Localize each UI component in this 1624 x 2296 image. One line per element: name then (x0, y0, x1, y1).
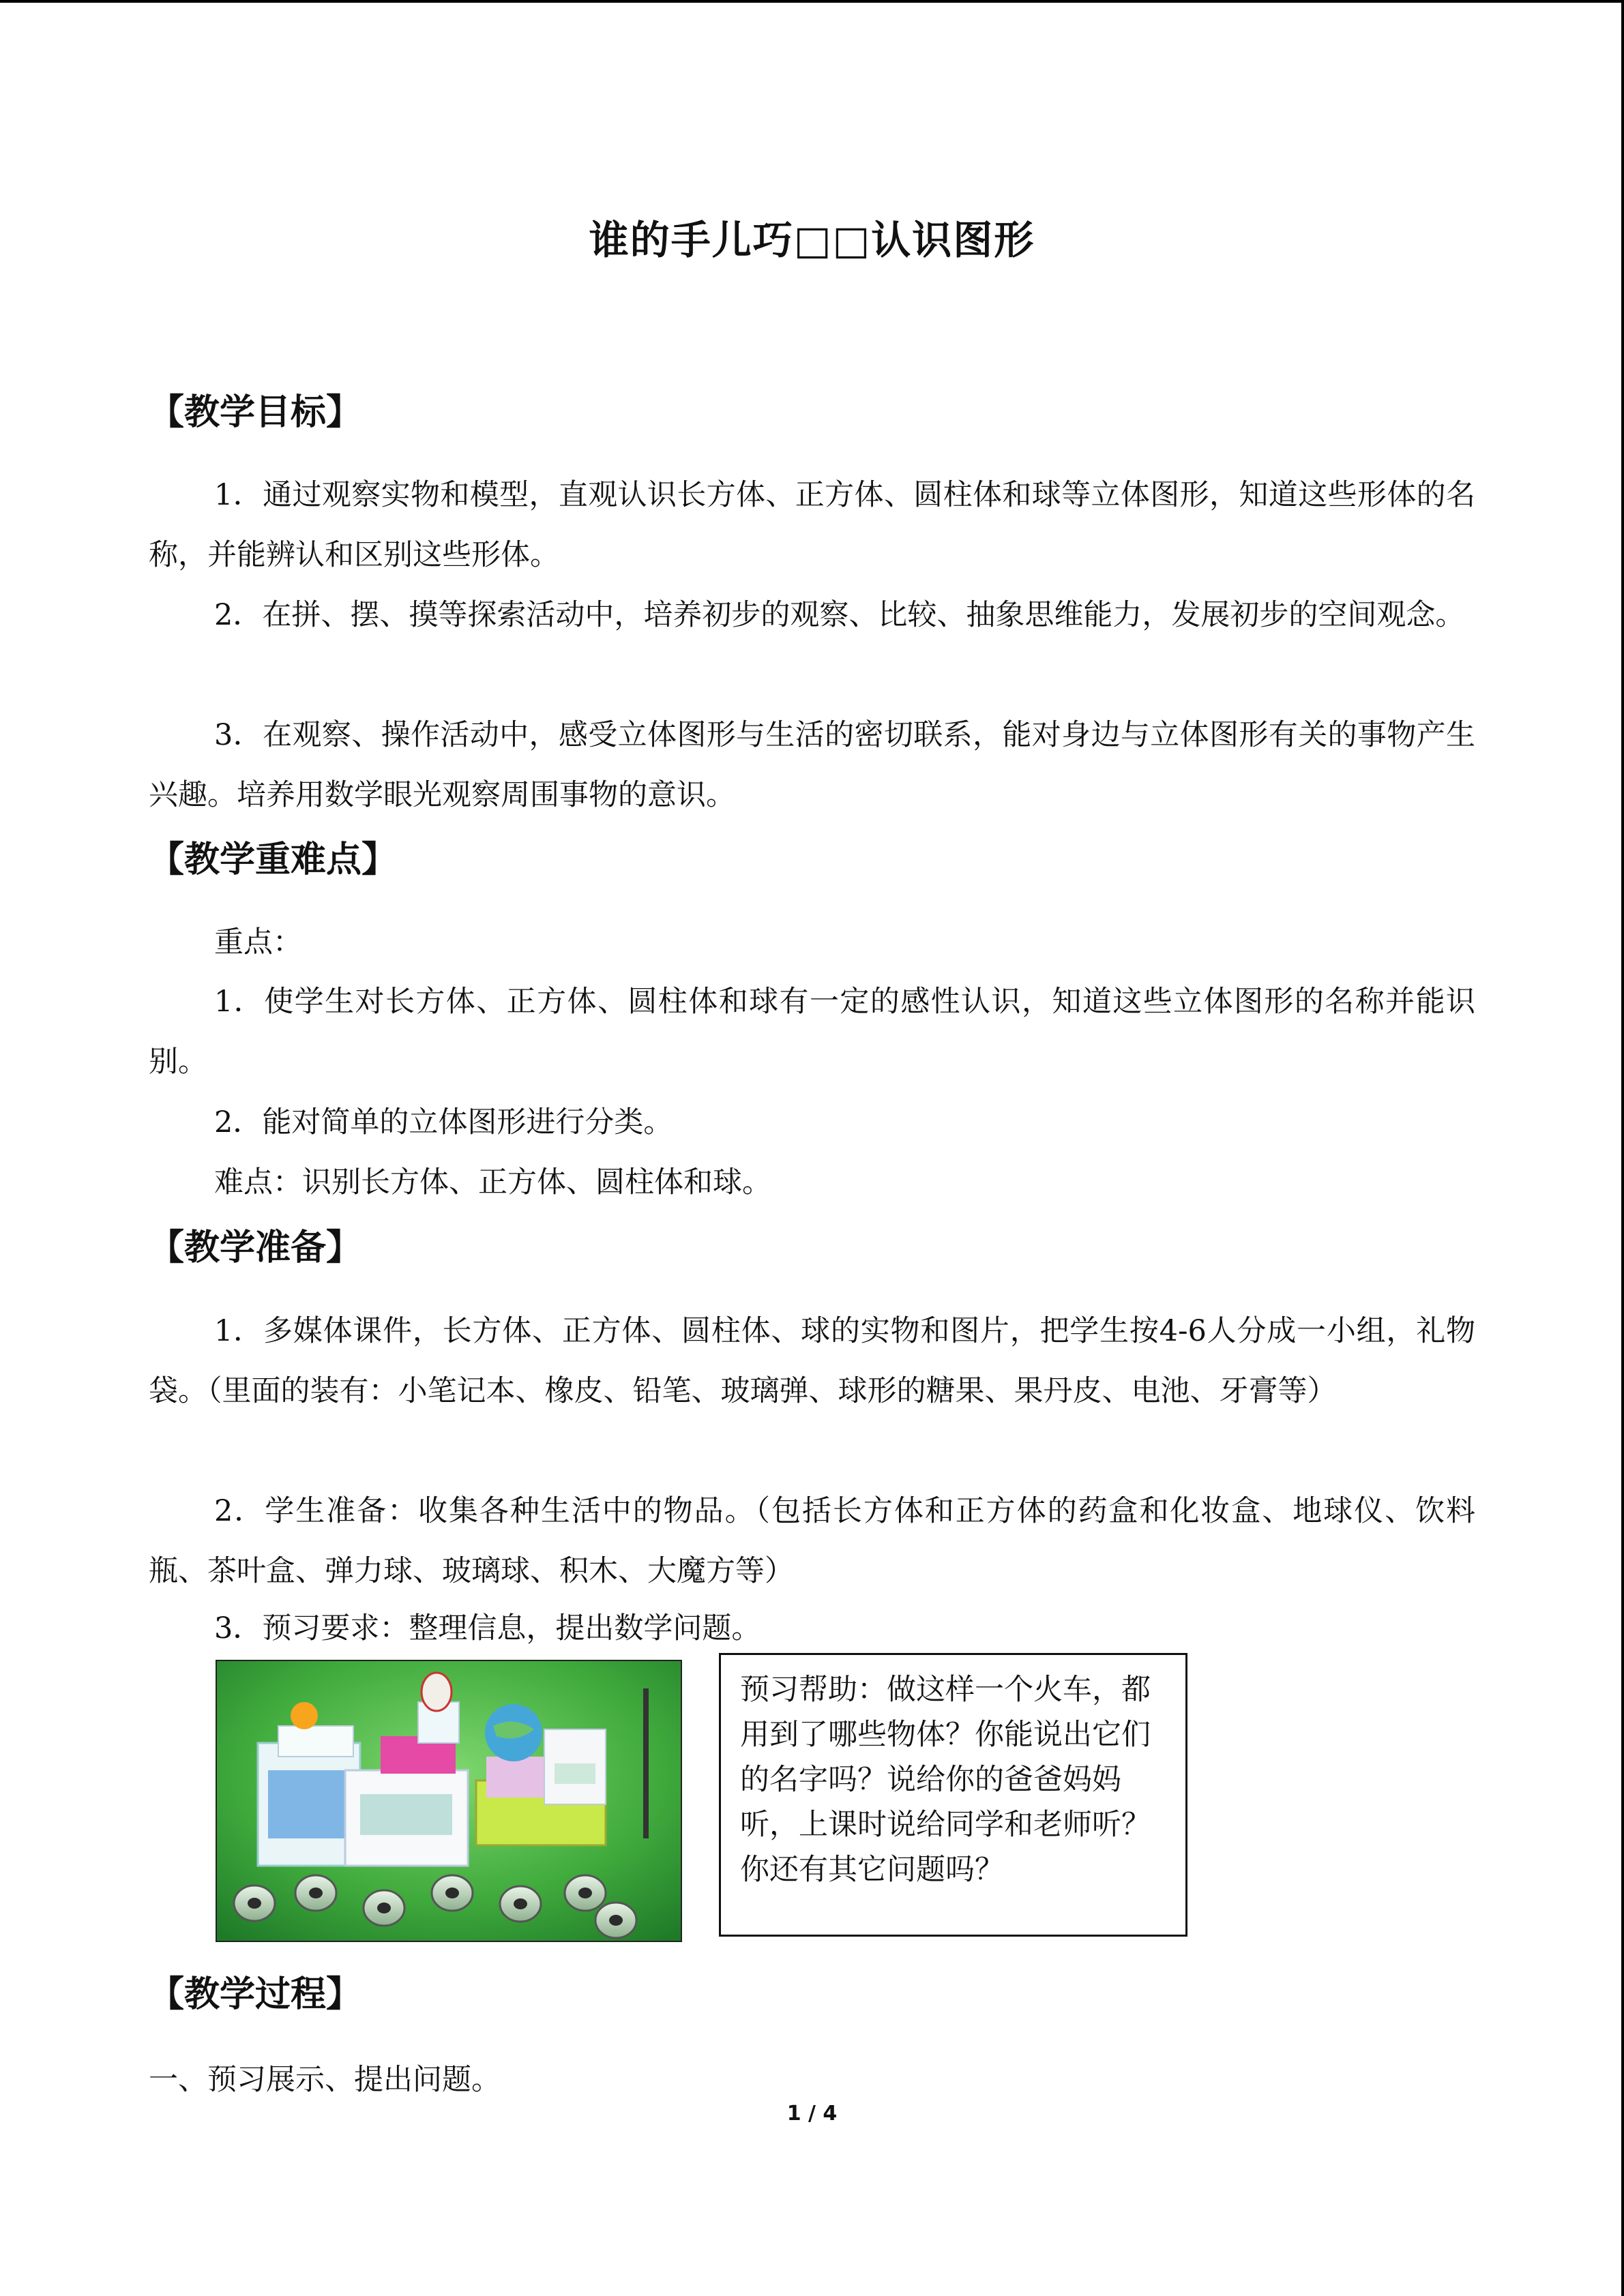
key-point-item-2: 2．能对简单的立体图形进行分类。 (214, 1105, 673, 1139)
preview-help-box: 预习帮助：做这样一个火车，都用到了哪些物体？你能说出它们的名字吗？说给你的爸爸妈妈听，上课时说给同学和老师听？你还有其它问题吗？ (719, 1653, 1187, 1937)
key-point-item-1: 1．使学生对长方体、正方体、圆柱体和球有一定的感性认识，知道这些立体图形的名称并能识别。 (149, 985, 1475, 1079)
goal-item-1: 1．通过观察实物和模型，直观认识长方体、正方体、圆柱体和球等立体图形，知道这些形体的名称，并能辨认和区别这些形体。 (149, 478, 1475, 572)
heading-goals: 【教学目标】 (149, 392, 362, 433)
difficulty-point: 难点：识别长方体、正方体、圆柱体和球。 (214, 1165, 771, 1199)
heading-key-points: 【教学重难点】 (149, 839, 398, 880)
page-top-border (0, 0, 1624, 3)
prep-item-3: 3．预习要求：整理信息，提出数学问题。 (214, 1611, 761, 1645)
goal-item-2: 2．在拼、摆、摸等探索活动中，培养初步的观察、比较、抽象思维能力，发展初步的空间观念。 (214, 598, 1465, 632)
process-step-1: 一、预习展示、提出问题。 (149, 2063, 501, 2097)
heading-preparation: 【教学准备】 (149, 1227, 362, 1268)
goal-item-3: 3．在观察、操作活动中，感受立体图形与生活的密切联系，能对身边与立体图形有关的事物产生兴趣。培养用数学眼光观察周围事物的意识。 (149, 718, 1475, 812)
prep-item-1: 1．多媒体课件，长方体、正方体、圆柱体、球的实物和图片，把学生按4-6人分成一小组，礼物袋。（里面的装有：小笔记本、橡皮、铅笔、玻璃弹、球形的糖果、果丹皮、电池、牙膏等） (149, 1314, 1475, 1408)
key-point-label: 重点： (214, 925, 302, 959)
page-number: 1 / 4 (786, 2102, 838, 2126)
prep-item-2: 2．学生准备：收集各种生活中的物品。（包括长方体和正方体的药盒和化妆盒、地球仪、饮料瓶、茶叶盒、弹力球、玻璃球、积木、大魔方等） (149, 1494, 1475, 1588)
page-title: 谁的手儿巧□□认识图形 (589, 217, 1035, 263)
heading-process: 【教学过程】 (149, 1974, 362, 2015)
page-right-border (1621, 0, 1624, 2296)
train-model-photo (216, 1660, 682, 1942)
